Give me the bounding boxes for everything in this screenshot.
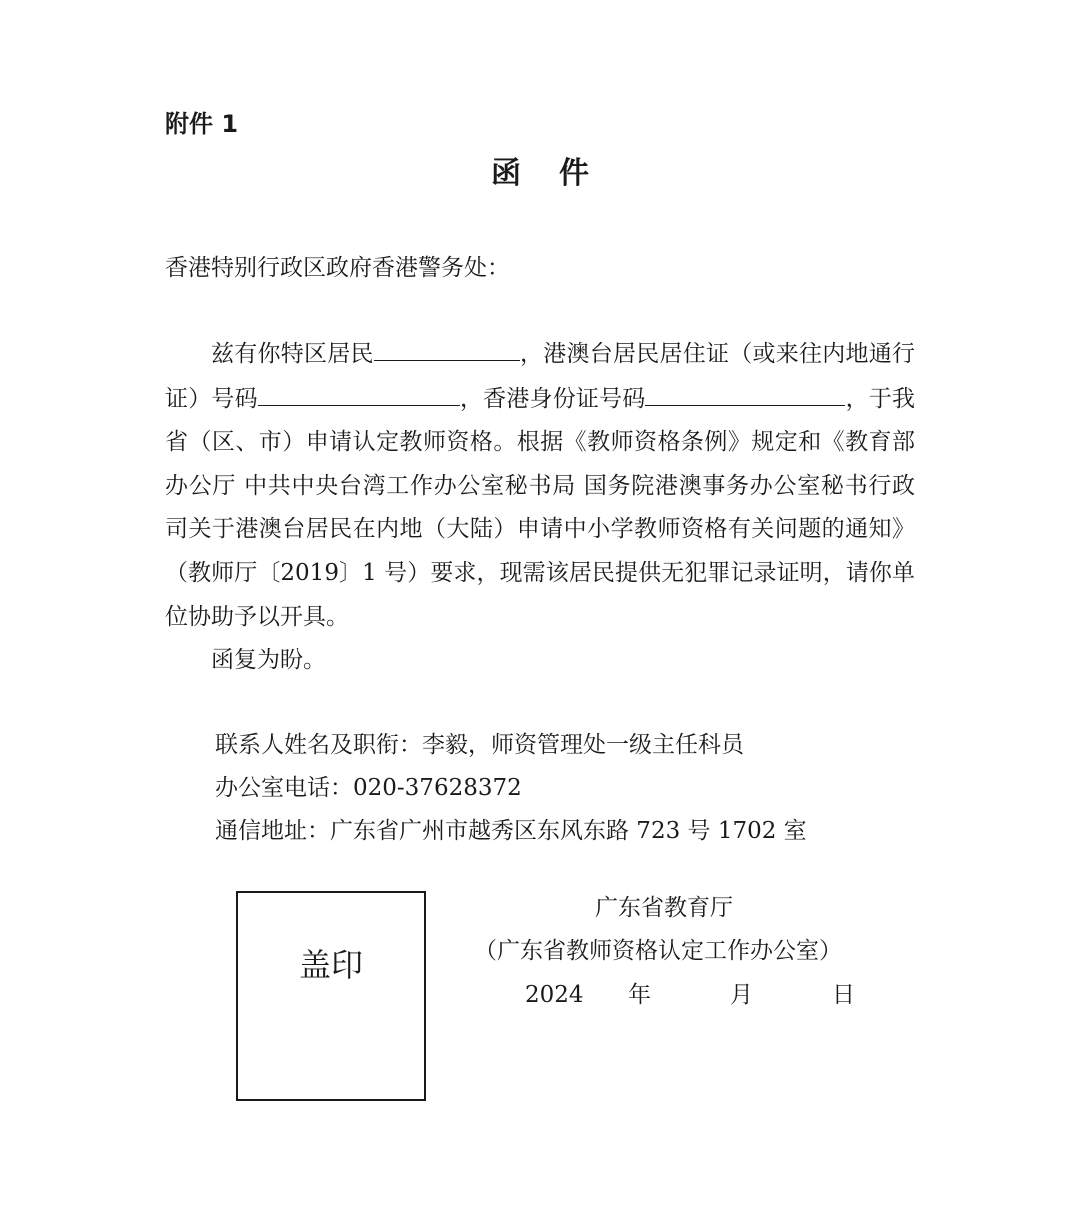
recipient-line: 香港特别行政区政府香港警务处：	[165, 255, 510, 281]
text-segment: 兹有你特区居民	[211, 341, 374, 367]
date-year: 2024	[525, 982, 584, 1008]
date-year-unit: 年	[628, 982, 651, 1008]
closing-line: 函复为盼。	[211, 647, 326, 674]
seal-box	[236, 891, 426, 1101]
contact-address: 通信地址：广东省广州市越秀区东风东路 723 号 1702 室	[215, 818, 807, 844]
issuing-organization: 广东省教育厅	[595, 895, 733, 921]
text-segment: ，于我省（区、市）申请认定教师资格。根据《教师资格条例》规定和《教育部办公厅 中共中央台湾工作办公室秘书局 国务院港澳事务办公室秘书行政司关于港澳台居民在内地（大陆）申请中小学教师资格有关问题的通知》（教师厅〔2019〕1 号）要求，现需该居民提供无犯罪记录证明，请你单位协助予以开具。	[165, 385, 915, 630]
contact-phone: 办公室电话：020-37628372	[215, 775, 522, 801]
date-day-unit: 日	[832, 982, 855, 1008]
name-blank	[374, 332, 520, 361]
permit-number-blank	[258, 377, 460, 406]
contact-person: 联系人姓名及职衔：李毅，师资管理处一级主任科员	[215, 732, 744, 758]
attachment-label: 附件 1	[165, 110, 239, 138]
document-title: 函件	[491, 156, 627, 191]
date-month-unit: 月	[730, 982, 753, 1008]
text-segment: ，港澳台居民居住证（或来往内地通行证）号码	[165, 341, 915, 412]
seal-label: 盖印	[298, 946, 363, 984]
text-segment: ，香港身份证号码	[459, 385, 646, 412]
hkid-number-blank	[645, 377, 845, 406]
letter-body	[165, 332, 915, 683]
main-paragraph	[165, 332, 915, 639]
issuing-office: （广东省教师资格认定工作办公室）	[474, 938, 842, 964]
